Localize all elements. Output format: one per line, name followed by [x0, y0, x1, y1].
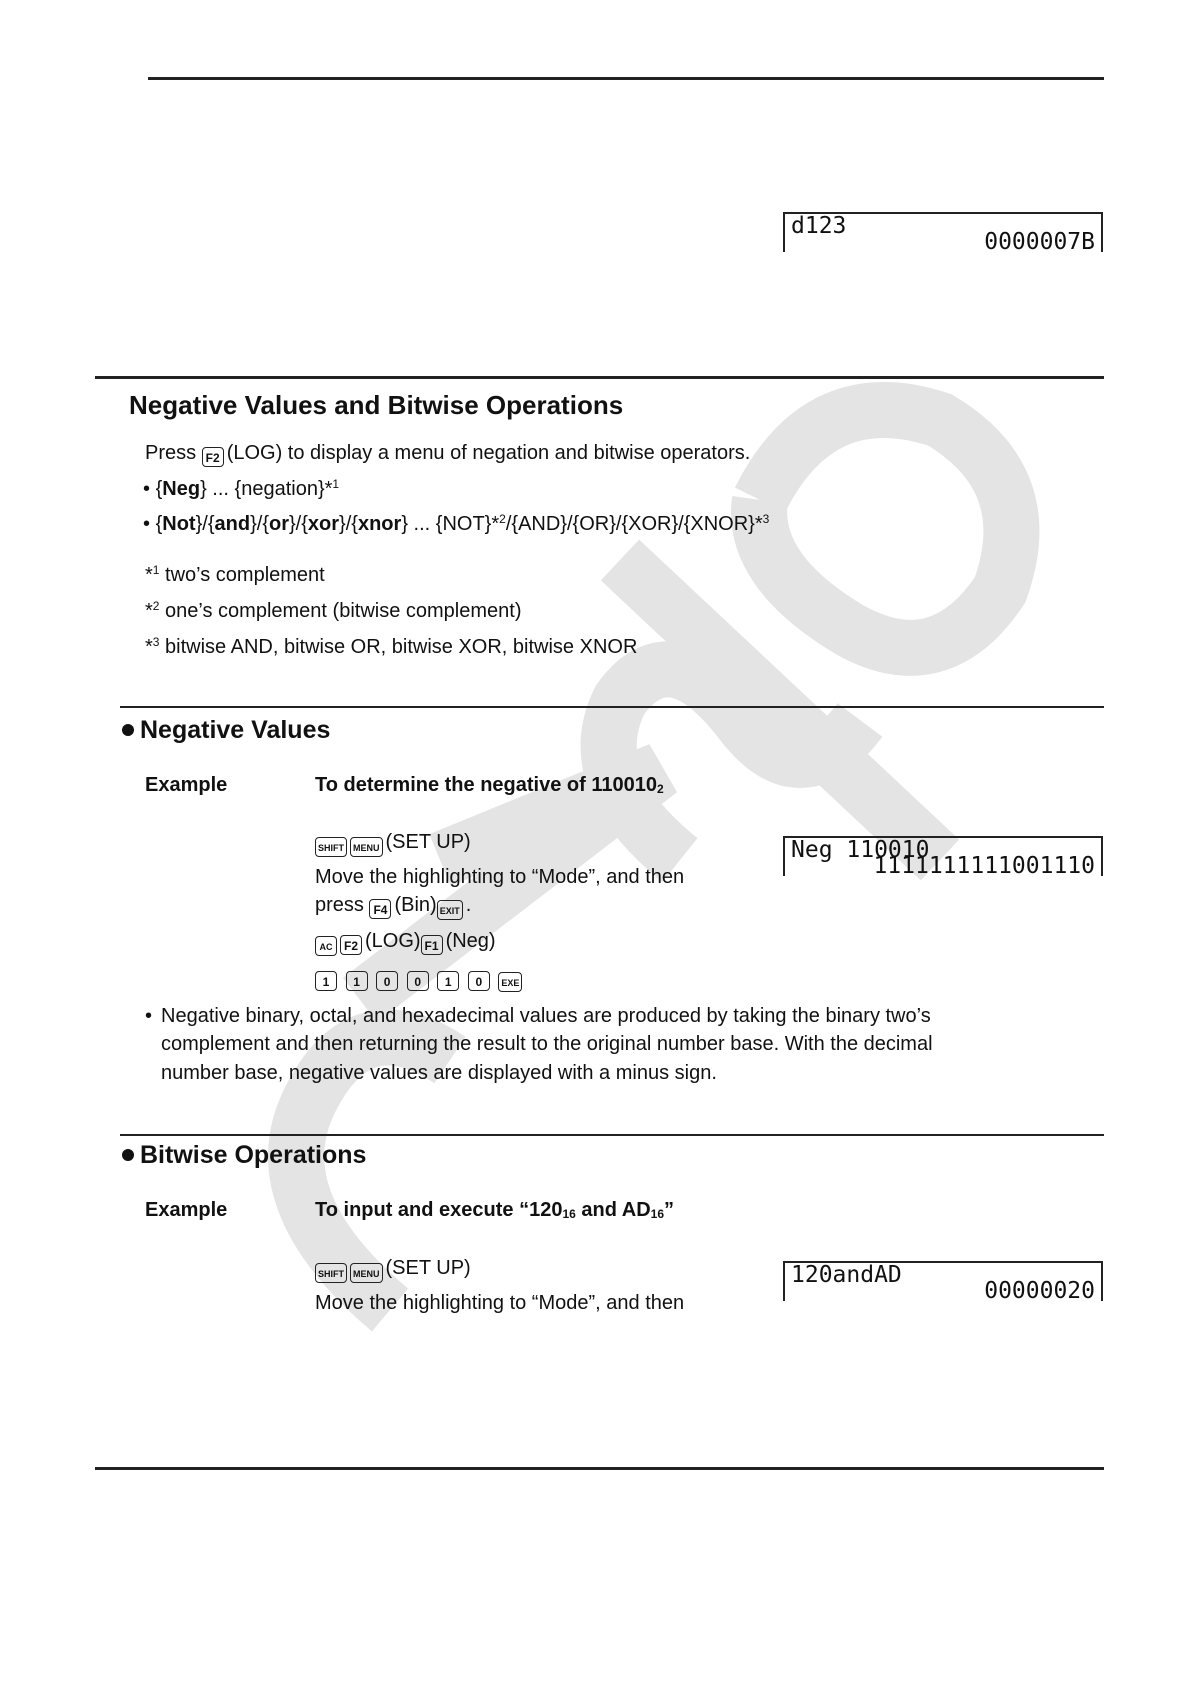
op-desc-a: ... {NOT}* [408, 513, 500, 535]
bitwise-step-1 [315, 1256, 471, 1283]
one-key-icon: 1 [346, 971, 368, 991]
bullet-dot-icon [122, 1149, 134, 1161]
screen-line-2: 1111111111001110 [873, 853, 1095, 879]
xor-op: xor [307, 513, 340, 535]
neg-step-1 [315, 830, 471, 857]
neg-note-line-1: Negative binary, octal, and hexadecimal values are produced by taking the binary two’s [161, 1005, 931, 1027]
neg-step-4 [315, 965, 525, 992]
step-text: . [465, 894, 472, 916]
not-op: Not [162, 513, 196, 535]
calculator-screen-top [783, 212, 1103, 255]
example-title-text: To input and execute “120 [315, 1199, 563, 1221]
screen-line-1: d123 [791, 213, 847, 239]
example-subscript: 16 [562, 1207, 576, 1221]
neg-step-2-line-2 [315, 893, 471, 920]
neg-step-3 [315, 929, 496, 956]
bitwise-title-text: Bitwise Operations [140, 1141, 367, 1169]
f1-key-icon: F1 [421, 935, 443, 955]
xnor-op: xnor [357, 513, 402, 535]
screen-line-1: Neg 110010 [791, 837, 930, 863]
f4-key-icon: F4 [369, 899, 391, 919]
press-text: Press [145, 442, 197, 464]
section-rule [95, 376, 1104, 379]
bitwise-item: • {Not}/{and}/{or}/{xor}/{xnor} ... {NOT}*$^2$/{AND}/{OR}/{XOR}/{XNOR}*$^3$ [143, 512, 770, 535]
neg-title-text: Negative Values [140, 716, 331, 744]
neg-step-2-line-1: Move the highlighting to “Mode”, and then [315, 866, 685, 888]
neg-note-line-3: number base, negative values are displayed with a minus sign. [161, 1062, 717, 1084]
bottom-rule [95, 1467, 1104, 1470]
example-subscript: 16 [650, 1207, 665, 1221]
footnote-2 [145, 599, 522, 623]
bitwise-example-title [315, 1198, 674, 1222]
neg-op: Neg [162, 478, 201, 500]
f2-key-icon: F2 [202, 447, 224, 467]
zero-key-icon: 0 [407, 971, 429, 991]
step-text: (Bin) [394, 894, 437, 916]
example-label: Example [145, 774, 228, 796]
zero-key-icon: 0 [376, 971, 398, 991]
neg-title [122, 716, 330, 745]
footnote-3 [145, 635, 637, 659]
screen-line-2: 0000007B [984, 229, 1095, 255]
bullet: • [143, 478, 151, 500]
one-key-icon: 1 [437, 971, 459, 991]
step-text: (SET UP) [385, 831, 471, 853]
footnote-num: 2 [152, 599, 160, 613]
menu-key-icon: MENU [350, 837, 383, 857]
example-title-text: ” [664, 1199, 675, 1221]
bullet: • [143, 513, 151, 535]
footnote-text: two’s complement [159, 564, 325, 586]
watermark-letter-s [609, 669, 860, 860]
screen-line-1: 120andAD [791, 1262, 902, 1288]
op-desc-b: /{AND}/{OR}/{XOR}/{XNOR}* [505, 513, 763, 535]
footnote-num: 3 [152, 635, 160, 649]
example-title-text: and AD [575, 1199, 651, 1221]
or-op: or [269, 513, 289, 535]
example-title-text: To determine the negative of 110010 [315, 774, 657, 796]
footnote-star: * [145, 636, 153, 658]
neg-rule [120, 706, 1104, 708]
footnote-mark: 2 [499, 512, 506, 526]
watermark-letter-i [620, 560, 940, 863]
calculator-screen-neg [783, 836, 1103, 879]
and-op: and [214, 513, 251, 535]
watermark-letter-o [759, 410, 1011, 648]
bitwise-rule [120, 1134, 1104, 1136]
exit-key-icon: EXIT [437, 900, 463, 920]
screen-line-2: 00000020 [984, 1278, 1095, 1304]
neg-example-title [315, 773, 664, 797]
neg-op-desc: } ... {negation}* [200, 478, 333, 500]
example-label: Example [145, 1199, 228, 1221]
bitwise-step-2-line-1: Move the highlighting to “Mode”, and then [315, 1292, 685, 1314]
press-text: press [315, 894, 364, 916]
footnote-star: * [145, 600, 153, 622]
section-title: Negative Values and Bitwise Operations [129, 390, 624, 420]
exe-key-icon: EXE [498, 972, 522, 992]
ac-key-icon: AC [315, 936, 337, 956]
neg-item [143, 477, 339, 501]
intro-text: (LOG) to display a menu of negation and bitwise operators. [226, 442, 751, 464]
intro-line [145, 441, 750, 467]
neg-note-bullet: • [145, 1005, 153, 1027]
bullet-dot-icon [122, 724, 134, 736]
top-rule [148, 77, 1104, 80]
menu-key-icon: MENU [350, 1263, 383, 1283]
calculator-screen-bitwise [783, 1261, 1103, 1304]
shift-key-icon: SHIFT [315, 1263, 347, 1283]
footnote-text: bitwise AND, bitwise OR, bitwise XOR, bitwise XNOR [159, 636, 638, 658]
footnote-mark: 1 [332, 477, 340, 491]
brace-open: { [155, 478, 163, 500]
footnote-num: 1 [152, 563, 160, 577]
step-text: (LOG) [365, 930, 421, 952]
bitwise-title [122, 1141, 366, 1170]
f2-key-icon: F2 [340, 935, 362, 955]
shift-key-icon: SHIFT [315, 837, 347, 857]
footnote-1 [145, 563, 325, 587]
step-text: (SET UP) [385, 1257, 471, 1279]
footnote-star: * [145, 564, 153, 586]
one-key-icon: 1 [315, 971, 337, 991]
step-text: (Neg) [445, 930, 496, 952]
footnote-mark: 3 [762, 512, 770, 526]
example-subscript: 2 [656, 782, 664, 796]
neg-note-line-2: complement and then returning the result to the original number base. With the decimal [161, 1033, 933, 1055]
footnote-text: one’s complement (bitwise complement) [159, 600, 522, 622]
zero-key-icon: 0 [468, 971, 490, 991]
